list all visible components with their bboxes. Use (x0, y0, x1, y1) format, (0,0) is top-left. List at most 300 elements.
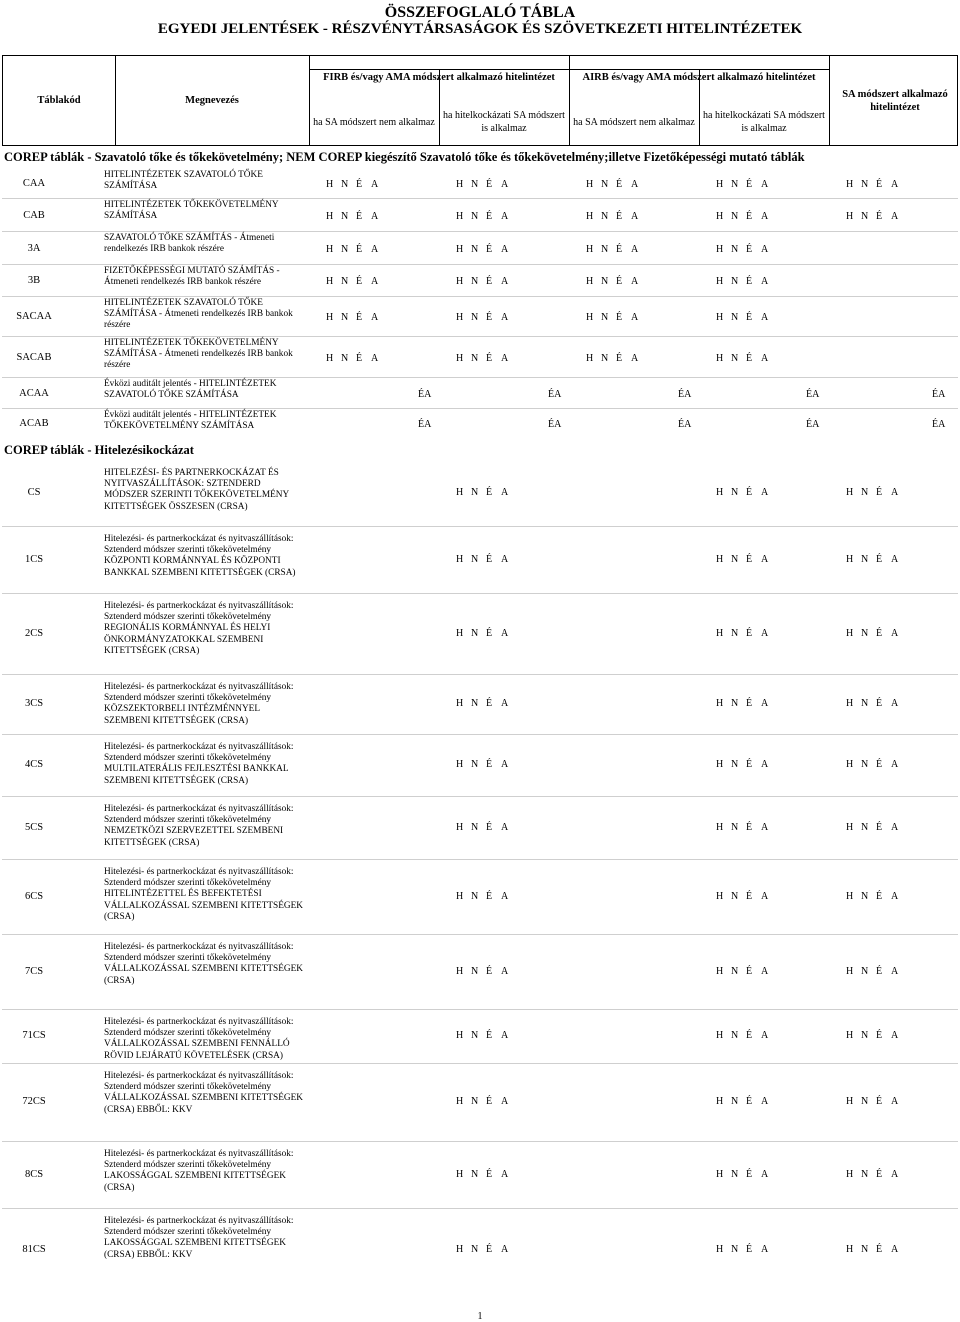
hnea-mark-group (456, 353, 516, 364)
mark-letter: N (731, 1168, 739, 1180)
hnea-mark-group (846, 487, 906, 498)
row-divider (2, 408, 958, 409)
row-divider (2, 859, 958, 860)
mark-letter: H (716, 179, 724, 190)
mark-letter: N (471, 1030, 479, 1041)
mark-letter: É (746, 276, 753, 287)
row-divider (2, 264, 958, 265)
mark-letter: N (471, 487, 479, 498)
col-airb: AIRB és/vagy AMA módszert alkalmazó hitelintézet (582, 72, 816, 83)
mark-letter: A (761, 698, 769, 709)
mark-letter: É (746, 1096, 753, 1107)
mark-letter: É (486, 965, 493, 977)
mark-letter: N (861, 487, 869, 498)
mark-letter: É (356, 179, 363, 190)
mark-letter: H (326, 312, 334, 323)
mark-letter: H (456, 965, 464, 977)
mark-letter: É (746, 821, 753, 833)
mark-letter: H (716, 487, 724, 498)
mark-letter: N (601, 243, 609, 255)
hnea-mark-group (716, 487, 776, 498)
mark-letter: A (371, 312, 379, 323)
table-code: 7CS (24, 965, 44, 977)
mark-letter: H (326, 243, 334, 255)
table-code: 3B (27, 275, 41, 286)
mark-letter: H (716, 1244, 724, 1255)
mark-letter: H (456, 1168, 464, 1180)
hnea-mark-group (716, 1096, 776, 1107)
mark-letter: A (891, 759, 899, 770)
hnea-mark-group (456, 211, 516, 222)
mark-letter: É (616, 276, 623, 287)
mark-letter: É (486, 627, 493, 639)
mark-letter: H (456, 1096, 464, 1107)
row-name: FIZETŐKÉPESSÉGI MUTATÓ SZÁMÍTÁS - Átmeneti rendelkezés IRB bankok részére (104, 266, 280, 288)
mark-letter: H (716, 553, 724, 565)
table-code: CS (27, 487, 41, 498)
mark-letter: A (501, 821, 509, 833)
mark-letter: N (861, 965, 869, 977)
mark-letter: A (761, 627, 769, 639)
mark-letter: N (731, 1244, 739, 1255)
mark-letter: H (456, 276, 464, 287)
mark-letter: A (761, 890, 769, 902)
mark-letter: H (456, 487, 464, 498)
mark-letter: A (761, 179, 769, 190)
mark-letter: A (501, 179, 509, 190)
ea-mark: ÉA (548, 419, 562, 430)
hnea-mark-group (586, 312, 646, 323)
row-name: Hitelezési- és partnerkockázat és nyitvaszállítások: Sztenderd módszer szerinti tőkekövetelmény LAKOSSÁGGAL SZEMBENI KITETTSÉGEK (CRSA) (104, 1149, 294, 1193)
hnea-mark-group (456, 312, 516, 323)
mark-letter: H (456, 210, 464, 222)
mark-letter: É (356, 312, 363, 323)
table-code: 4CS (24, 759, 44, 770)
row-name: Hitelezési- és partnerkockázat és nyitvaszállítások: Sztenderd módszer szerinti tőkekövetelmény VÁLLALKOZÁSSAL SZEMBENI KITETTSÉGEK (CRSA) (104, 942, 304, 986)
mark-letter: H (716, 698, 724, 709)
mark-letter: A (761, 821, 769, 833)
mark-letter: É (746, 243, 753, 255)
col-table-code: Táblakód (37, 95, 81, 106)
mark-letter: A (631, 179, 639, 190)
mark-letter: A (761, 487, 769, 498)
mark-letter: A (501, 759, 509, 770)
mark-letter: A (501, 1244, 509, 1255)
mark-letter: H (326, 276, 334, 287)
row-divider (2, 734, 958, 735)
mark-letter: É (486, 243, 493, 255)
mark-letter: H (716, 1096, 724, 1107)
row-name: HITELINTÉZETEK TŐKEKÖVETELMÉNY SZÁMÍTÁSA (104, 200, 279, 222)
mark-letter: É (746, 759, 753, 770)
mark-letter: N (601, 352, 609, 364)
table-code: 3CS (24, 698, 44, 709)
mark-letter: N (861, 1030, 869, 1041)
hnea-mark-group (456, 698, 516, 709)
row-divider (2, 934, 958, 935)
table-code: CAB (23, 209, 45, 221)
mark-letter: N (601, 276, 609, 287)
mark-letter: A (761, 1030, 769, 1041)
mark-letter: A (891, 179, 899, 190)
hnea-mark-group (456, 1169, 516, 1180)
mark-letter: H (716, 312, 724, 323)
table-code: 81CS (22, 1244, 46, 1255)
hnea-mark-group (716, 554, 776, 565)
mark-letter: A (631, 243, 639, 255)
mark-letter: É (486, 312, 493, 323)
mark-letter: É (876, 1168, 883, 1180)
mark-letter: A (891, 821, 899, 833)
mark-letter: H (716, 821, 724, 833)
mark-letter: N (731, 276, 739, 287)
mark-letter: A (891, 1030, 899, 1041)
mark-letter: H (586, 243, 594, 255)
mark-letter: N (731, 553, 739, 565)
mark-letter: A (891, 890, 899, 902)
mark-letter: É (616, 179, 623, 190)
mark-letter: É (486, 821, 493, 833)
mark-letter: H (326, 179, 334, 190)
hnea-mark-group (846, 628, 906, 639)
mark-letter: N (471, 179, 479, 190)
mark-letter: A (891, 1096, 899, 1107)
mark-letter: H (716, 210, 724, 222)
row-name: Hitelezési- és partnerkockázat és nyitvaszállítások: Sztenderd módszer szerinti tőkekövetelmény KÖZPONTI KORMÁNNYAL ÉS KÖZPONTI BANKKAL SZEMBENI KITETTSÉGEK (CRSA) (104, 534, 296, 578)
hnea-mark-group (456, 1244, 516, 1255)
mark-letter: N (861, 890, 869, 902)
mark-letter: A (631, 276, 639, 287)
hnea-mark-group (846, 1030, 906, 1041)
mark-letter: N (731, 312, 739, 323)
mark-letter: H (846, 1244, 854, 1255)
mark-letter: A (501, 698, 509, 709)
mark-letter: A (761, 553, 769, 565)
row-divider (2, 231, 958, 232)
hnea-mark-group (716, 312, 776, 323)
mark-letter: É (486, 698, 493, 709)
hnea-mark-group (716, 759, 776, 770)
mark-letter: H (456, 759, 464, 770)
row-divider (2, 593, 958, 594)
col-firb: FIRB és/vagy AMA módszert alkalmazó hitelintézet (323, 72, 555, 83)
mark-letter: A (761, 352, 769, 364)
mark-letter: H (846, 890, 854, 902)
mark-letter: N (601, 312, 609, 323)
mark-letter: H (586, 210, 594, 222)
hnea-mark-group (456, 628, 516, 639)
mark-letter: N (731, 965, 739, 977)
mark-letter: É (746, 179, 753, 190)
mark-letter: A (891, 210, 899, 222)
hnea-mark-group (846, 211, 906, 222)
ea-mark: ÉA (806, 388, 820, 400)
mark-letter: A (501, 1096, 509, 1107)
mark-letter: N (861, 179, 869, 190)
row-divider (2, 377, 958, 378)
mark-letter: É (486, 759, 493, 770)
mark-letter: N (731, 210, 739, 222)
mark-letter: N (601, 210, 609, 222)
mark-letter: H (716, 276, 724, 287)
mark-letter: É (486, 1030, 493, 1041)
table-code: SACAB (16, 351, 52, 363)
mark-letter: N (861, 821, 869, 833)
row-divider (2, 796, 958, 797)
section-title-capital: COREP táblák - Szavatoló tőke és tőkekövetelmény; NEM COREP kiegészítő Szavatoló tőke és tőkekövetelmény;illetve Fizetőképességi mutató táblák (4, 150, 805, 164)
mark-letter: A (891, 627, 899, 639)
mark-letter: É (616, 210, 623, 222)
mark-letter: H (846, 210, 854, 222)
row-name: Hitelezési- és partnerkockázat és nyitvaszállítások: Sztenderd módszer szerinti tőkekövetelmény HITELINTÉZETTEL ÉS BEFEKTETÉSI VÁLLALKOZÁSSAL SZEMBENI KITETTSÉGEK (CRSA) (104, 867, 304, 922)
hnea-mark-group (456, 966, 516, 977)
hnea-mark-group (586, 353, 646, 364)
hnea-mark-group (716, 276, 776, 287)
section-title-credit-risk: COREP táblák - Hitelezésikockázat (4, 443, 194, 457)
mark-letter: N (861, 759, 869, 770)
mark-letter: É (876, 553, 883, 565)
mark-letter: É (746, 352, 753, 364)
mark-letter: A (631, 210, 639, 222)
mark-letter: N (471, 1096, 479, 1107)
mark-letter: É (486, 487, 493, 498)
mark-letter: A (891, 698, 899, 709)
mark-letter: É (876, 759, 883, 770)
mark-letter: H (456, 553, 464, 565)
mark-letter: H (456, 821, 464, 833)
mark-letter: N (341, 312, 349, 323)
sub-airb-sa: ha hitelkockázati SA módszert is alkalmaz (703, 110, 825, 134)
mark-letter: A (761, 1096, 769, 1107)
mark-letter: N (471, 627, 479, 639)
mark-letter: N (471, 890, 479, 902)
row-name: HITELEZÉSI- ÉS PARTNERKOCKÁZAT ÉS NYITVASZÁLLÍTÁSOK: SZTENDERD MÓDSZER SZERINTI TŐKEKÖVETELMÉNY KITETTSÉGEK ÖSSZESEN (CRSA) (104, 468, 289, 512)
ea-mark: ÉA (418, 388, 432, 400)
row-name: Hitelezési- és partnerkockázat és nyitvaszállítások: Sztenderd módszer szerinti tőkekövetelmény VÁLLALKOZÁSSAL SZEMBENI KITETTSÉGEK (CRSA) EBBŐL: KKV (104, 1071, 304, 1115)
mark-letter: A (501, 890, 509, 902)
hnea-mark-group (716, 211, 776, 222)
mark-letter: É (746, 487, 753, 498)
mark-letter: N (731, 352, 739, 364)
mark-letter: H (846, 553, 854, 565)
mark-letter: A (371, 243, 379, 255)
hnea-mark-group (716, 891, 776, 902)
hnea-mark-group (846, 966, 906, 977)
mark-letter: A (501, 210, 509, 222)
mark-letter: N (861, 553, 869, 565)
mark-letter: H (456, 1244, 464, 1255)
mark-letter: H (846, 759, 854, 770)
mark-letter: H (846, 821, 854, 833)
row-name: Évközi auditált jelentés - HITELINTÉZETEK SZAVATOLÓ TŐKE SZÁMÍTÁSA (104, 379, 277, 401)
mark-letter: É (356, 352, 363, 364)
mark-letter: A (501, 243, 509, 255)
ea-mark: ÉA (418, 419, 432, 430)
mark-letter: É (876, 487, 883, 498)
mark-letter: N (731, 487, 739, 498)
row-divider (2, 674, 958, 675)
mark-letter: A (501, 1168, 509, 1180)
mark-letter: É (876, 698, 883, 709)
hnea-mark-group (716, 1244, 776, 1255)
mark-letter: H (586, 352, 594, 364)
mark-letter: N (471, 759, 479, 770)
sub-airb-no-sa: ha SA módszert nem alkalmaz (573, 117, 695, 128)
mark-letter: H (716, 627, 724, 639)
hnea-mark-group (456, 554, 516, 565)
row-divider (2, 1141, 958, 1142)
mark-letter: A (371, 210, 379, 222)
table-code: CAA (22, 178, 46, 189)
sub-firb-sa: ha hitelkockázati SA módszert is alkalmaz (443, 110, 565, 134)
mark-letter: A (891, 487, 899, 498)
mark-letter: A (501, 627, 509, 639)
hnea-mark-group (456, 822, 516, 833)
table-code: 1CS (24, 553, 44, 565)
mark-letter: N (341, 210, 349, 222)
mark-letter: A (761, 312, 769, 323)
ea-mark: ÉA (932, 419, 946, 430)
mark-letter: A (891, 553, 899, 565)
row-name: Hitelezési- és partnerkockázat és nyitvaszállítások: Sztenderd módszer szerinti tőkekövetelmény KÖZSZEKTORBELI INTÉZMÉNNYEL SZEMBENI KITETTSÉGEK (CRSA) (104, 682, 294, 726)
sub-firb-no-sa: ha SA módszert nem alkalmaz (313, 117, 435, 128)
mark-letter: É (876, 210, 883, 222)
mark-letter: N (471, 698, 479, 709)
table-code: 8CS (24, 1168, 44, 1180)
mark-letter: H (586, 312, 594, 323)
mark-letter: N (731, 759, 739, 770)
mark-letter: É (876, 627, 883, 639)
mark-letter: A (761, 1168, 769, 1180)
mark-letter: É (486, 1096, 493, 1107)
row-name: HITELINTÉZETEK SZAVATOLÓ TŐKE SZÁMÍTÁSA (104, 170, 263, 192)
mark-letter: A (371, 179, 379, 190)
hnea-mark-group (716, 244, 776, 255)
mark-letter: É (486, 210, 493, 222)
mark-letter: N (341, 179, 349, 190)
mark-letter: N (861, 1096, 869, 1107)
mark-letter: N (731, 179, 739, 190)
mark-letter: N (471, 1244, 479, 1255)
mark-letter: É (876, 890, 883, 902)
hnea-mark-group (846, 822, 906, 833)
table-code: 2CS (24, 627, 44, 639)
mark-letter: N (471, 352, 479, 364)
hnea-mark-group (716, 822, 776, 833)
mark-letter: N (861, 698, 869, 709)
mark-letter: É (876, 965, 883, 977)
mark-letter: A (761, 965, 769, 977)
hnea-mark-group (456, 179, 516, 190)
mark-letter: N (471, 243, 479, 255)
mark-letter: É (746, 312, 753, 323)
mark-letter: H (456, 243, 464, 255)
hnea-mark-group (456, 1096, 516, 1107)
mark-letter: N (731, 890, 739, 902)
ea-mark: ÉA (932, 388, 946, 400)
mark-letter: A (501, 312, 509, 323)
hnea-mark-group (586, 179, 646, 190)
row-divider (2, 336, 958, 337)
table-code: 71CS (22, 1030, 46, 1041)
mark-letter: N (861, 627, 869, 639)
col-sa: SA módszert alkalmazó hitelintézet (842, 89, 948, 113)
mark-letter: A (761, 759, 769, 770)
table-code: 5CS (24, 821, 44, 833)
row-name: Évközi auditált jelentés - HITELINTÉZETEK TŐKEKÖVETELMÉNY SZÁMÍTÁSA (104, 410, 277, 432)
mark-letter: É (746, 965, 753, 977)
mark-letter: É (746, 553, 753, 565)
mark-letter: H (846, 965, 854, 977)
mark-letter: N (731, 243, 739, 255)
hnea-mark-group (456, 891, 516, 902)
ea-mark: ÉA (548, 388, 562, 400)
mark-letter: N (861, 1244, 869, 1255)
hnea-mark-group (326, 353, 386, 364)
mark-letter: N (471, 965, 479, 977)
mark-letter: N (341, 243, 349, 255)
mark-letter: A (631, 312, 639, 323)
mark-letter: H (456, 312, 464, 323)
hnea-mark-group (456, 276, 516, 287)
mark-letter: É (356, 276, 363, 287)
mark-letter: H (326, 352, 334, 364)
mark-letter: A (371, 352, 379, 364)
ea-mark: ÉA (806, 419, 820, 430)
mark-letter: É (616, 312, 623, 323)
mark-letter: N (731, 698, 739, 709)
hnea-mark-group (846, 179, 906, 190)
mark-letter: N (341, 276, 349, 287)
mark-letter: H (586, 276, 594, 287)
hnea-mark-group (716, 1169, 776, 1180)
hnea-mark-group (846, 698, 906, 709)
hnea-mark-group (716, 628, 776, 639)
mark-letter: É (746, 890, 753, 902)
hnea-mark-group (326, 179, 386, 190)
mark-letter: É (486, 1244, 493, 1255)
mark-letter: H (846, 698, 854, 709)
mark-letter: H (846, 1030, 854, 1041)
mark-letter: É (486, 352, 493, 364)
mark-letter: N (471, 312, 479, 323)
hnea-mark-group (586, 211, 646, 222)
table-code: SACAA (16, 311, 52, 322)
hnea-mark-group (716, 966, 776, 977)
mark-letter: H (456, 890, 464, 902)
page-title: ÖSSZEFOGLALÓ TÁBLA (384, 4, 576, 21)
mark-letter: H (846, 179, 854, 190)
table-code: ACAB (19, 418, 49, 429)
mark-letter: H (456, 698, 464, 709)
mark-letter: H (586, 179, 594, 190)
hnea-mark-group (326, 244, 386, 255)
mark-letter: A (371, 276, 379, 287)
mark-letter: É (486, 179, 493, 190)
mark-letter: A (501, 276, 509, 287)
ea-mark: ÉA (678, 388, 692, 400)
mark-letter: N (731, 1096, 739, 1107)
hnea-mark-group (846, 1096, 906, 1107)
mark-letter: H (456, 179, 464, 190)
mark-letter: H (846, 487, 854, 498)
row-name: HITELINTÉZETEK TŐKEKÖVETELMÉNY SZÁMÍTÁSA - Átmeneti rendelkezés IRB bankok részére (104, 338, 293, 371)
hnea-mark-group (456, 244, 516, 255)
mark-letter: A (631, 352, 639, 364)
mark-letter: H (456, 1030, 464, 1041)
hnea-mark-group (326, 211, 386, 222)
mark-letter: É (746, 210, 753, 222)
